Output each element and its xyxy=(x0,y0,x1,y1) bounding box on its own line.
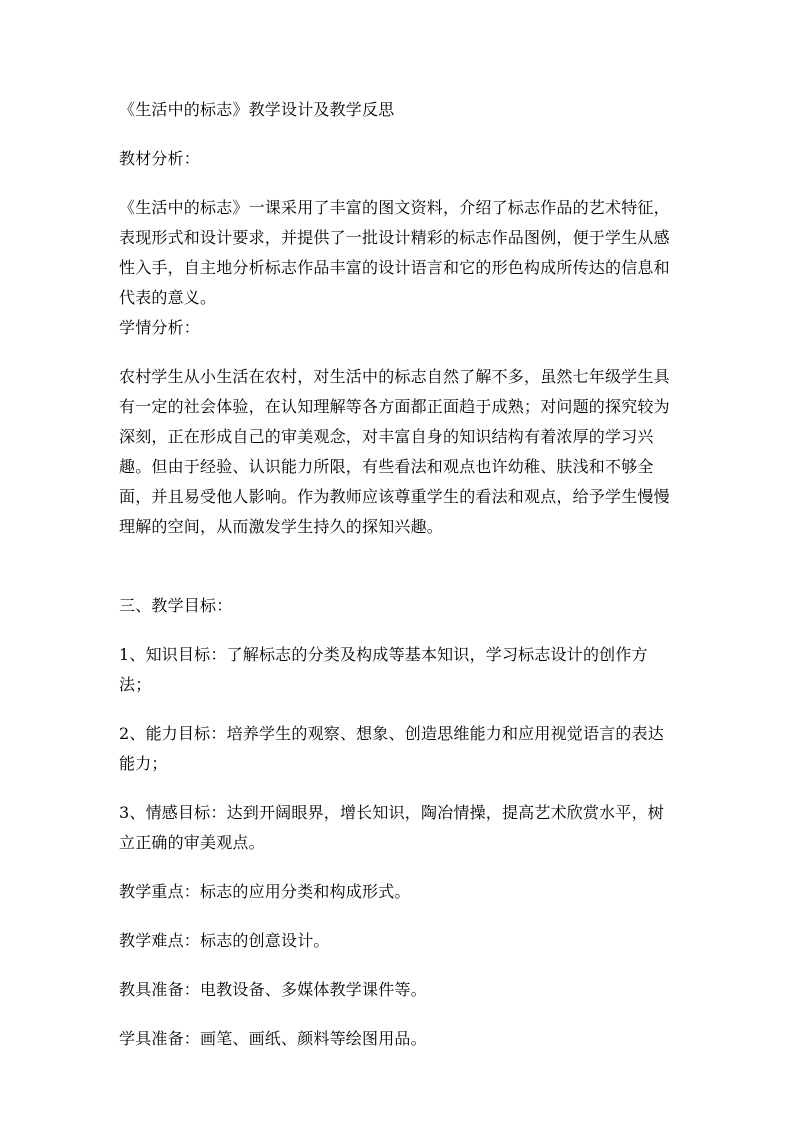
goal-emotion: 3、情感目标：达到开阔眼界，增长知识，陶冶情操，提高艺术欣赏水平，树立正确的审美观点。 xyxy=(119,803,664,852)
section-goals-heading: 三、教学目标： xyxy=(119,596,233,615)
teaching-difficult-point: 教学难点：标志的创意设计。 xyxy=(119,931,330,950)
teacher-preparation: 教具准备：电教设备、多媒体教学课件等。 xyxy=(119,980,427,999)
document-content xyxy=(119,95,679,1054)
goal-ability: 2、能力目标：培养学生的观察、想象、创造思维能力和应用视觉语言的表达能力； xyxy=(119,724,664,773)
section-material-body: 《生活中的标志》一课采用了丰富的图文资料，介绍了标志作品的艺术特征，表现形式和设计要求，并提供了一批设计精彩的标志作品图例，便于学生从感性入手，自主地分析标志作品丰富的设计语言和它的形色构成所传达的信息和代表的意义。 xyxy=(119,198,670,307)
teaching-key-point: 教学重点：标志的应用分类和构成形式。 xyxy=(119,882,411,901)
section-student-body: 农村学生从小生活在农村，对生活中的标志自然了解不多，虽然七年级学生具有一定的社会体验，在认知理解等各方面都正面趋于成熟；对问题的探究较为深刻，正在形成自己的审美观念，对丰富自身的知识结构有着浓厚的学习兴趣。但由于经验、认识能力所限，有些看法和观点也许幼稚、肤浅和不够全面，并且易受他人影响。作为教师应该尊重学生的看法和观点，给予学生慢慢理解的空间，从而激发学生持久的探知兴趣。 xyxy=(119,367,670,536)
section-material-heading: 教材分析： xyxy=(119,149,201,168)
section-student-heading: 学情分析： xyxy=(119,318,201,337)
spacer xyxy=(119,343,679,362)
spacer xyxy=(119,542,679,591)
goal-knowledge: 1、知识目标：了解标志的分类及构成等基本知识，学习标志设计的创作方法； xyxy=(119,645,648,694)
student-preparation: 学具准备：画笔、画纸、颜料等绘图用品。 xyxy=(119,1029,427,1048)
document-title: 《生活中的标志》教学设计及教学反思 xyxy=(119,100,395,119)
